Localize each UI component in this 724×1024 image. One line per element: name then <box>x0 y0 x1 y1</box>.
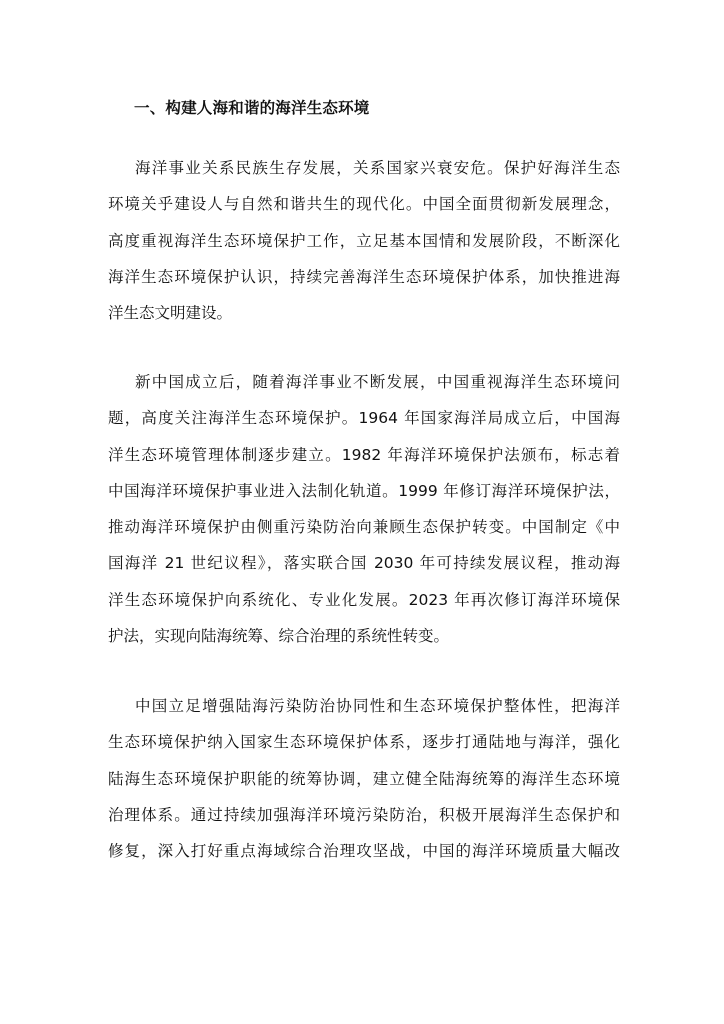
paragraph-line: 陆海生态环境保护职能的统筹协调，建立健全陆海统筹的海洋生态环境 <box>108 769 620 788</box>
paragraph-line: 中国海洋环境保护事业进入法制化轨道。1999 年修订海洋环境保护法， <box>108 481 620 500</box>
paragraph-line: 海洋事业关系民族生存发展，关系国家兴衰安危。保护好海洋生态 <box>135 159 620 177</box>
paragraph-line: 高度重视海洋生态环境保护工作，立足基本国情和发展阶段，不断深化 <box>108 231 620 250</box>
paragraph-line: 环境关乎建设人与自然和谐共生的现代化。中国全面贯彻新发展理念， <box>108 195 620 214</box>
section-heading: 一、构建人海和谐的海洋生态环境 <box>134 99 370 117</box>
paragraph-line: 洋生态文明建设。 <box>108 304 233 323</box>
paragraph-line: 新中国成立后，随着海洋事业不断发展，中国重视海洋生态环境问 <box>135 373 620 391</box>
paragraph-line: 洋生态环境管理体制逐步建立。1982 年海洋环境保护法颁布，标志着 <box>108 445 620 464</box>
paragraph-line: 题，高度关注海洋生态环境保护。1964 年国家海洋局成立后，中国海 <box>108 409 620 428</box>
paragraph-line: 治理体系。通过持续加强海洋环境污染防治，积极开展海洋生态保护和 <box>108 805 620 824</box>
paragraph-2 <box>108 364 620 654</box>
paragraph-line: 护法，实现向陆海统筹、综合治理的系统性转变。 <box>108 627 450 646</box>
paragraph-line: 国海洋 21 世纪议程》，落实联合国 2030 年可持续发展议程，推动海 <box>108 554 620 573</box>
paragraph-line: 修复，深入打好重点海域综合治理攻坚战，中国的海洋环境质量大幅改 <box>108 842 620 861</box>
paragraph-line: 生态环境保护纳入国家生态环境保护体系，逐步打通陆地与海洋，强化 <box>108 733 620 752</box>
paragraph-3 <box>108 688 620 869</box>
paragraph-line: 推动海洋环境保护由侧重污染防治向兼顾生态保护转变。中国制定《中 <box>108 518 620 537</box>
paragraph-line: 洋生态环境保护向系统化、专业化发展。2023 年再次修订海洋环境保 <box>108 590 620 609</box>
paragraph-1 <box>108 150 620 331</box>
paragraph-line: 海洋生态环境保护认识，持续完善海洋生态环境保护体系，加快推进海 <box>108 267 620 286</box>
paragraph-line: 中国立足增强陆海污染防治协同性和生态环境保护整体性，把海洋 <box>135 697 620 715</box>
